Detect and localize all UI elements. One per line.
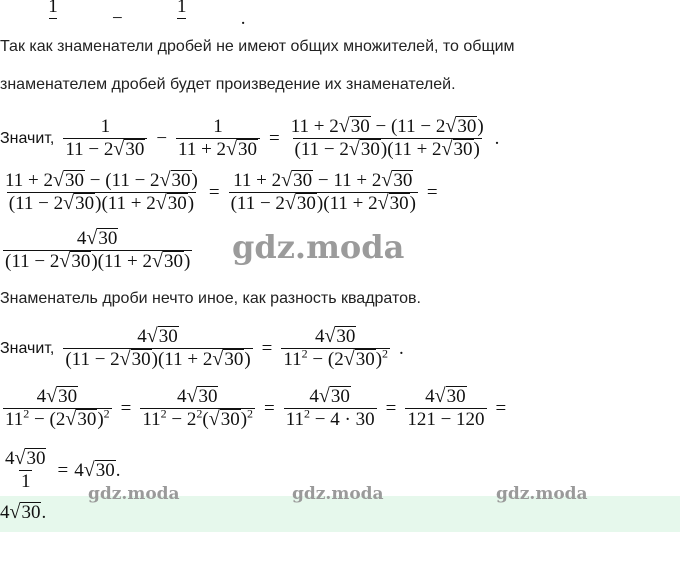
paren: ) (244, 349, 251, 370)
radicand: 30 (171, 170, 191, 191)
fraction (281, 326, 390, 371)
term: − (2 (307, 349, 344, 370)
radicand: 30 (224, 349, 244, 370)
exponent: 2 (382, 346, 389, 361)
numerator (313, 326, 358, 348)
fraction (229, 170, 418, 215)
sqrt: √ 30 (208, 408, 240, 430)
period: . (494, 127, 500, 149)
radicand: 30 (389, 193, 409, 214)
numerator (423, 386, 468, 408)
equation-row-1 (0, 116, 499, 161)
numerator (175, 386, 220, 408)
denominator: 1 (20, 471, 31, 492)
term: (11 − 2 (65, 349, 120, 370)
radicand: 30 (220, 409, 240, 430)
radicand: 30 (453, 139, 473, 160)
denominator (7, 192, 196, 215)
radicand: 30 (238, 139, 258, 160)
radicand: 30 (75, 193, 95, 214)
term: 4 (5, 448, 15, 469)
sqrt: √ 30 (155, 192, 187, 214)
fraction (405, 386, 486, 431)
term: 121 − 120 (407, 409, 485, 430)
sqrt: √ 30 (377, 192, 409, 214)
numerator: 1 (48, 0, 58, 17)
term: 11 (285, 409, 305, 430)
radicand: 30 (158, 326, 178, 347)
paren: ) (91, 251, 98, 272)
equation-row-2 (0, 170, 438, 215)
sqrt: √ 30 (53, 169, 84, 191)
term: 4 (176, 386, 187, 407)
numerator (35, 386, 80, 408)
radicand: 30 (58, 386, 78, 407)
paren: ) (375, 349, 383, 370)
sqrt: √ 30 (226, 138, 258, 160)
numerator (289, 116, 486, 138)
fraction (176, 116, 260, 161)
term: 4 (314, 326, 325, 347)
paren: ) (473, 139, 480, 160)
term: − 4 · 30 (310, 409, 375, 430)
paren: ) (380, 139, 388, 160)
term: (11 + 2 (323, 193, 378, 214)
equals-sign: = (385, 397, 397, 419)
term: (11 + 2 (101, 193, 156, 214)
top-partial-expression (0, 0, 245, 41)
radicand: 30 (293, 170, 313, 191)
minus-sign: − (112, 7, 123, 29)
equals-sign: = (495, 397, 507, 419)
denominator (176, 138, 260, 161)
fraction (132, 0, 232, 41)
term: 4 (76, 228, 87, 249)
equals-sign: = (261, 337, 273, 359)
fraction (3, 448, 48, 493)
result (74, 460, 120, 482)
paren: ) (151, 349, 158, 370)
term: 11 (283, 349, 302, 370)
sqrt: √ 30 (46, 385, 78, 407)
radicand: 30 (131, 349, 151, 370)
equals-sign: = (120, 397, 132, 419)
znachit-label: Значит, (0, 339, 55, 357)
period: . (41, 502, 47, 523)
radicand: 30 (71, 251, 91, 272)
paren: ) (183, 251, 191, 272)
radicand: 30 (355, 349, 375, 370)
sqrt: √ 30 (348, 138, 380, 160)
radicand: 30 (125, 139, 145, 160)
term: (11 + 2 (157, 349, 213, 370)
radicand: 30 (330, 386, 350, 407)
equals-sign: = (264, 397, 275, 419)
denominator (3, 408, 112, 431)
equals-sign: = (269, 127, 280, 149)
term: (11 − 2 (5, 251, 60, 272)
denominator (3, 250, 192, 273)
sqrt: √ 30 (281, 169, 313, 191)
term: 4 (137, 326, 147, 347)
sqrt: √ 30 (212, 348, 244, 370)
radicand: 30 (457, 116, 477, 137)
radicand: 30 (77, 409, 97, 430)
sqrt: √ 30 (324, 325, 356, 347)
denominator (405, 408, 486, 431)
numerator (307, 386, 352, 408)
radicand: 30 (446, 386, 466, 407)
numerator (3, 448, 48, 470)
fraction (3, 386, 112, 431)
radicand: 30 (296, 193, 316, 214)
term: (11 + 2 (97, 251, 152, 272)
term: (11 + 2 (387, 139, 442, 160)
equals-sign: = (208, 181, 220, 203)
radicand: 30 (360, 139, 380, 160)
radicand: 30 (98, 228, 118, 249)
term: (11 − 2 (230, 193, 285, 214)
denominator (63, 348, 252, 371)
equation-row-5 (0, 386, 506, 431)
paren: ) (240, 409, 248, 430)
sqrt: √ 30 (119, 348, 151, 370)
fraction (284, 386, 377, 431)
denominator (284, 408, 377, 431)
sqrt: √ 30 (186, 385, 218, 407)
denominator (63, 138, 147, 161)
sqrt: √ 30 (59, 250, 91, 272)
sqrt: √ 30 (338, 115, 370, 137)
paragraph-line-3: Знаменатель дроби нечто иное, как разность квадратов. (0, 290, 421, 307)
numerator: 1 (100, 116, 111, 137)
paren: ) (97, 409, 104, 430)
watermark-logo: gdz.moda (232, 228, 405, 266)
exponent: 2 (103, 406, 110, 421)
denominator (140, 408, 255, 431)
term: − 2 (166, 409, 197, 430)
term: 4 (309, 386, 319, 407)
fraction (63, 116, 147, 161)
fraction (3, 0, 103, 41)
term: 4 (36, 386, 47, 407)
exponent: 2 (247, 406, 254, 421)
term: − (2 (29, 409, 66, 430)
term: (11 − 2 (294, 139, 349, 160)
exponent: 2 (196, 406, 203, 421)
radicand: 30 (95, 459, 115, 481)
paren: ) (316, 193, 324, 214)
sqrt: √ 30 (318, 385, 350, 407)
radicand: 30 (26, 448, 46, 469)
paren: ) (409, 193, 416, 214)
equals-sign: = (426, 181, 438, 203)
radicand: 30 (393, 170, 413, 191)
term: 11 + 2 (5, 170, 54, 191)
watermark-text: gdz.moda (496, 484, 588, 504)
radicand: 30 (198, 386, 218, 407)
sqrt: √ 30 (152, 250, 183, 272)
fraction (140, 386, 255, 431)
fraction (289, 116, 486, 161)
period: . (115, 459, 121, 481)
sqrt: √ 30 (434, 385, 466, 407)
paren: ) (187, 193, 195, 214)
radicand: 30 (167, 193, 187, 214)
term: 11 − 2 (65, 139, 114, 160)
term: 11 + 2 (178, 139, 227, 160)
numerator: 1 (213, 116, 223, 137)
denominator (293, 138, 482, 161)
numerator (75, 228, 120, 250)
watermark-text: gdz.moda (292, 484, 384, 504)
period: . (240, 7, 246, 29)
paren: ) (191, 170, 198, 191)
minus-sign: − (156, 127, 168, 149)
denominator (281, 348, 390, 371)
numerator (3, 170, 200, 192)
exponent: 2 (304, 406, 311, 421)
sqrt: √ 30 (381, 169, 413, 191)
term: 4 (74, 459, 84, 481)
period: . (399, 337, 404, 359)
sqrt: √ 30 (284, 192, 316, 214)
paren: ) (477, 116, 484, 137)
sqrt: √ 30 (146, 325, 178, 347)
radicand: 30 (163, 251, 183, 272)
term: 11 (5, 409, 24, 430)
exponent: 2 (160, 406, 167, 421)
denominator (229, 192, 418, 215)
radicand: 30 (350, 116, 370, 137)
fraction (63, 326, 252, 371)
term: − (11 − 2 (85, 170, 160, 191)
term: 11 + 2 (233, 170, 282, 191)
exponent: 2 (301, 346, 308, 361)
term: − 11 + 2 (313, 170, 382, 191)
term: 11 (142, 409, 161, 430)
fraction (3, 228, 192, 273)
equation-row-3 (0, 228, 195, 273)
term: 4 (0, 502, 10, 523)
radicand: 30 (336, 326, 356, 347)
radicand: 30 (65, 170, 84, 191)
sqrt: √ 30 (159, 169, 191, 191)
sqrt: √ 30 (441, 138, 473, 160)
sqrt: √ 30 (63, 192, 95, 214)
sqrt: √ 30 (83, 458, 115, 481)
radicand: 30 (21, 502, 41, 523)
numerator: 1 (176, 0, 187, 17)
sqrt: √ 30 (343, 348, 375, 370)
paragraph-line-2: знаменателем дробей будет произведение их знаменателей. (0, 76, 456, 93)
term: 11 + 2 (290, 116, 339, 137)
paren: ) (95, 193, 102, 214)
exponent: 2 (23, 406, 30, 421)
sqrt: √ 30 (65, 408, 97, 430)
sqrt: √ 30 (445, 115, 477, 137)
sqrt: √ 30 (113, 138, 145, 160)
sqrt: √ 30 (14, 447, 46, 469)
numerator (135, 326, 180, 348)
equation-row-4 (0, 326, 404, 371)
sqrt: √ 30 (86, 227, 118, 249)
answer-line (0, 502, 46, 524)
znachit-label: Значит, (0, 129, 55, 147)
paren: ( (202, 409, 209, 430)
paragraph-line-1: Так как знаменатели дробей не имеют общих множителей, то общим (0, 38, 515, 55)
equals-sign: = (57, 459, 69, 481)
term: − (11 − 2 (370, 116, 446, 137)
term: 4 (425, 386, 435, 407)
watermark-text: gdz.moda (88, 484, 180, 504)
fraction (3, 170, 200, 215)
numerator (231, 170, 415, 192)
term: (11 − 2 (8, 193, 64, 214)
sqrt: √ 30 (9, 501, 41, 523)
